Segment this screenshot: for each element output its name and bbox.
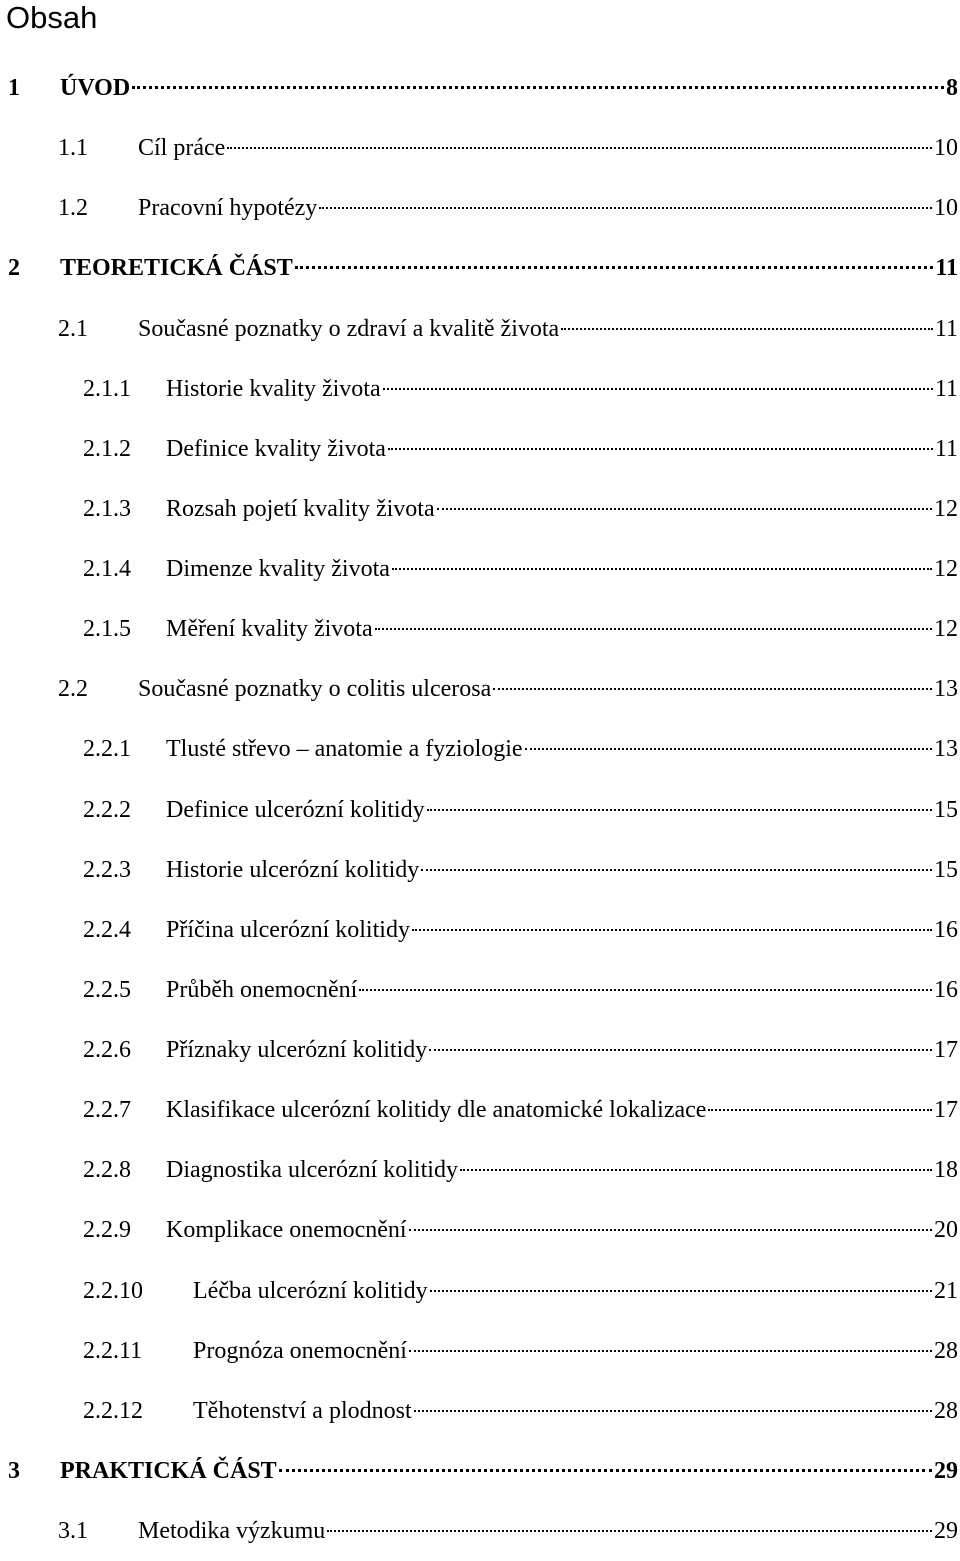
- toc-entry-number: 2.2.8: [83, 1157, 131, 1184]
- toc-entry-title: Diagnostika ulcerózní kolitidy: [166, 1157, 458, 1184]
- toc-entry-title: Léčba ulcerózní kolitidy: [193, 1277, 428, 1304]
- toc-entry-page: 17: [934, 1097, 958, 1124]
- toc-entry-number: 2.1.4: [83, 556, 131, 582]
- toc-entry-2-2-1[interactable]: [0, 719, 960, 779]
- toc-entry-title: Těhotenství a plodnost: [193, 1397, 412, 1424]
- toc-entry-number: 2.1: [58, 315, 88, 342]
- toc-entry-3[interactable]: [0, 1441, 960, 1501]
- dot-leader: [561, 328, 933, 330]
- toc-entry-number: 2.2.1: [83, 736, 131, 763]
- toc-entry-2-2-2[interactable]: [0, 780, 960, 840]
- toc-entry-title: Metodika výzkumu: [138, 1518, 326, 1544]
- toc-entry-page: 29: [934, 1457, 958, 1484]
- dot-leader: [383, 388, 933, 390]
- toc-entry-title: TEORETICKÁ ČÁST: [60, 255, 293, 282]
- toc-entry-title: ÚVOD: [60, 75, 131, 101]
- toc-entry-page: 17: [934, 1037, 958, 1063]
- toc-entry-page: 11: [934, 435, 958, 462]
- dot-leader: [460, 1169, 932, 1171]
- toc-entry-2-2-3[interactable]: [0, 840, 960, 900]
- toc-entry-number: 1: [8, 75, 20, 101]
- toc-entry-1-2[interactable]: [0, 178, 960, 238]
- toc-entry-title: Příčina ulcerózní kolitidy: [166, 916, 410, 943]
- toc-entry-page: 16: [934, 916, 958, 943]
- toc-entry-title: Současné poznatky o zdraví a kvalitě života: [138, 315, 560, 342]
- toc-entry-page: 20: [934, 1217, 958, 1244]
- dot-leader: [279, 1469, 932, 1472]
- toc-entry-2-2-10[interactable]: [0, 1261, 960, 1321]
- dot-leader: [414, 1410, 932, 1412]
- toc-entry-3-1[interactable]: [0, 1501, 960, 1561]
- toc-entry-page: 8: [946, 75, 958, 101]
- toc-entry-number: 2.1.1: [83, 375, 131, 402]
- toc-entry-page: 21: [934, 1277, 958, 1304]
- dot-leader: [409, 1350, 932, 1352]
- dot-leader: [295, 266, 934, 269]
- toc-entry-page: 28: [934, 1397, 958, 1424]
- toc-entry-2-2-9[interactable]: [0, 1200, 960, 1260]
- toc-entry-2-1-4[interactable]: [0, 539, 960, 599]
- toc-entry-page: 12: [934, 556, 958, 582]
- toc-entry-page: 18: [934, 1157, 958, 1184]
- toc-entry-title: Tlusté střevo – anatomie a fyziologie: [166, 736, 523, 763]
- toc-entry-2-1-1[interactable]: [0, 359, 960, 419]
- toc-entry-page: 16: [934, 976, 958, 1003]
- toc-entry-page: 10: [934, 135, 958, 162]
- toc-entry-title: Definice ulcerózní kolitidy: [166, 796, 425, 823]
- dot-leader: [412, 929, 932, 931]
- toc-entry-title: PRAKTICKÁ ČÁST: [60, 1457, 277, 1484]
- toc-entry-title: Současné poznatky o colitis ulcerosa: [138, 676, 492, 703]
- toc-entry-title: Definice kvality života: [166, 435, 386, 462]
- dot-leader: [525, 748, 932, 750]
- dot-leader: [421, 869, 932, 871]
- toc-entry-number: 2.2.4: [83, 916, 131, 943]
- toc-entry-number: 3.1: [58, 1518, 88, 1544]
- dot-leader: [375, 628, 932, 630]
- toc-entry-page: 15: [934, 856, 958, 883]
- toc-entry-number: 2.1.3: [83, 495, 131, 522]
- toc-entry-2-2-12[interactable]: [0, 1381, 960, 1441]
- toc-entry-number: 2.1.2: [83, 435, 131, 462]
- toc-entry-number: 2.2.3: [83, 856, 131, 883]
- toc-entry-page: 15: [934, 796, 958, 823]
- toc-entry-number: 2.1.5: [83, 616, 131, 643]
- toc-entry-2[interactable]: [0, 238, 960, 298]
- toc-entry-title: Měření kvality života: [166, 616, 373, 643]
- toc-entry-number: 2.2.6: [83, 1037, 131, 1063]
- toc-entry-page: 11: [934, 315, 958, 342]
- dot-leader: [132, 86, 944, 89]
- toc-entry-1[interactable]: [0, 58, 960, 118]
- toc-entry-2-2[interactable]: [0, 659, 960, 719]
- dot-leader: [388, 448, 933, 450]
- toc-entry-number: 1.2: [58, 195, 88, 222]
- toc-entry-page: 11: [934, 375, 958, 402]
- toc-entry-page: 28: [934, 1337, 958, 1364]
- dot-leader: [427, 809, 932, 811]
- toc-entry-number: 2.2.12: [83, 1397, 143, 1424]
- toc-entry-number: 1.1: [58, 135, 88, 162]
- toc-entry-page: 11: [935, 255, 958, 282]
- toc-entry-number: 2.2.7: [83, 1097, 131, 1124]
- toc-entry-page: 13: [934, 676, 958, 703]
- toc-entry-number: 2: [8, 255, 20, 282]
- toc-entry-1-1[interactable]: [0, 118, 960, 178]
- toc-entry-page: 29: [934, 1518, 958, 1544]
- toc-entry-2-1-5[interactable]: [0, 599, 960, 659]
- toc-entry-title: Komplikace onemocnění: [166, 1217, 407, 1244]
- page-title: Obsah: [6, 0, 98, 35]
- dot-leader: [319, 207, 932, 209]
- toc-entry-title: Historie ulcerózní kolitidy: [166, 856, 420, 883]
- toc-entry-2-2-6[interactable]: [0, 1020, 960, 1080]
- toc-entry-2-2-5[interactable]: [0, 960, 960, 1020]
- dot-leader: [429, 1049, 932, 1051]
- toc-entry-page: 13: [934, 736, 958, 763]
- toc-entry-2-1-2[interactable]: [0, 419, 960, 479]
- toc-entry-page: 10: [934, 195, 958, 222]
- dot-leader: [708, 1109, 932, 1111]
- toc-entry-number: 2.2.2: [83, 796, 131, 823]
- toc-entry-title: Dimenze kvality života: [166, 556, 390, 582]
- dot-leader: [359, 989, 932, 991]
- dot-leader: [493, 688, 932, 690]
- toc-entry-2-2-8[interactable]: [0, 1140, 960, 1200]
- toc-entry-number: 2.2.9: [83, 1217, 131, 1244]
- toc-entry-number: 2.2.10: [83, 1277, 143, 1304]
- dot-leader: [409, 1229, 932, 1231]
- dot-leader: [392, 568, 932, 570]
- toc-entry-title: Cíl práce: [138, 135, 226, 162]
- dot-leader: [227, 147, 932, 149]
- toc-entry-2-1[interactable]: [0, 299, 960, 359]
- toc-entry-2-2-11[interactable]: [0, 1321, 960, 1381]
- toc-entry-title: Pracovní hypotézy: [138, 195, 318, 222]
- dot-leader: [327, 1530, 932, 1532]
- table-of-contents: [0, 58, 960, 1561]
- dot-leader: [437, 508, 932, 510]
- toc-entry-2-2-4[interactable]: [0, 900, 960, 960]
- toc-entry-title: Prognóza onemocnění: [193, 1337, 407, 1364]
- toc-entry-title: Klasifikace ulcerózní kolitidy dle anatomické lokalizace: [166, 1097, 707, 1124]
- dot-leader: [430, 1290, 932, 1292]
- toc-entry-2-2-7[interactable]: [0, 1080, 960, 1140]
- toc-entry-title: Příznaky ulcerózní kolitidy: [166, 1037, 428, 1063]
- toc-entry-2-1-3[interactable]: [0, 479, 960, 539]
- toc-entry-number: 2.2.11: [83, 1337, 143, 1364]
- toc-entry-number: 3: [8, 1457, 20, 1484]
- toc-entry-title: Historie kvality života: [166, 375, 381, 402]
- toc-entry-number: 2.2: [58, 676, 88, 703]
- toc-entry-page: 12: [934, 495, 958, 522]
- toc-entry-title: Průběh onemocnění: [166, 976, 358, 1003]
- toc-entry-page: 12: [934, 616, 958, 643]
- toc-entry-title: Rozsah pojetí kvality života: [166, 495, 435, 522]
- toc-entry-number: 2.2.5: [83, 976, 131, 1003]
